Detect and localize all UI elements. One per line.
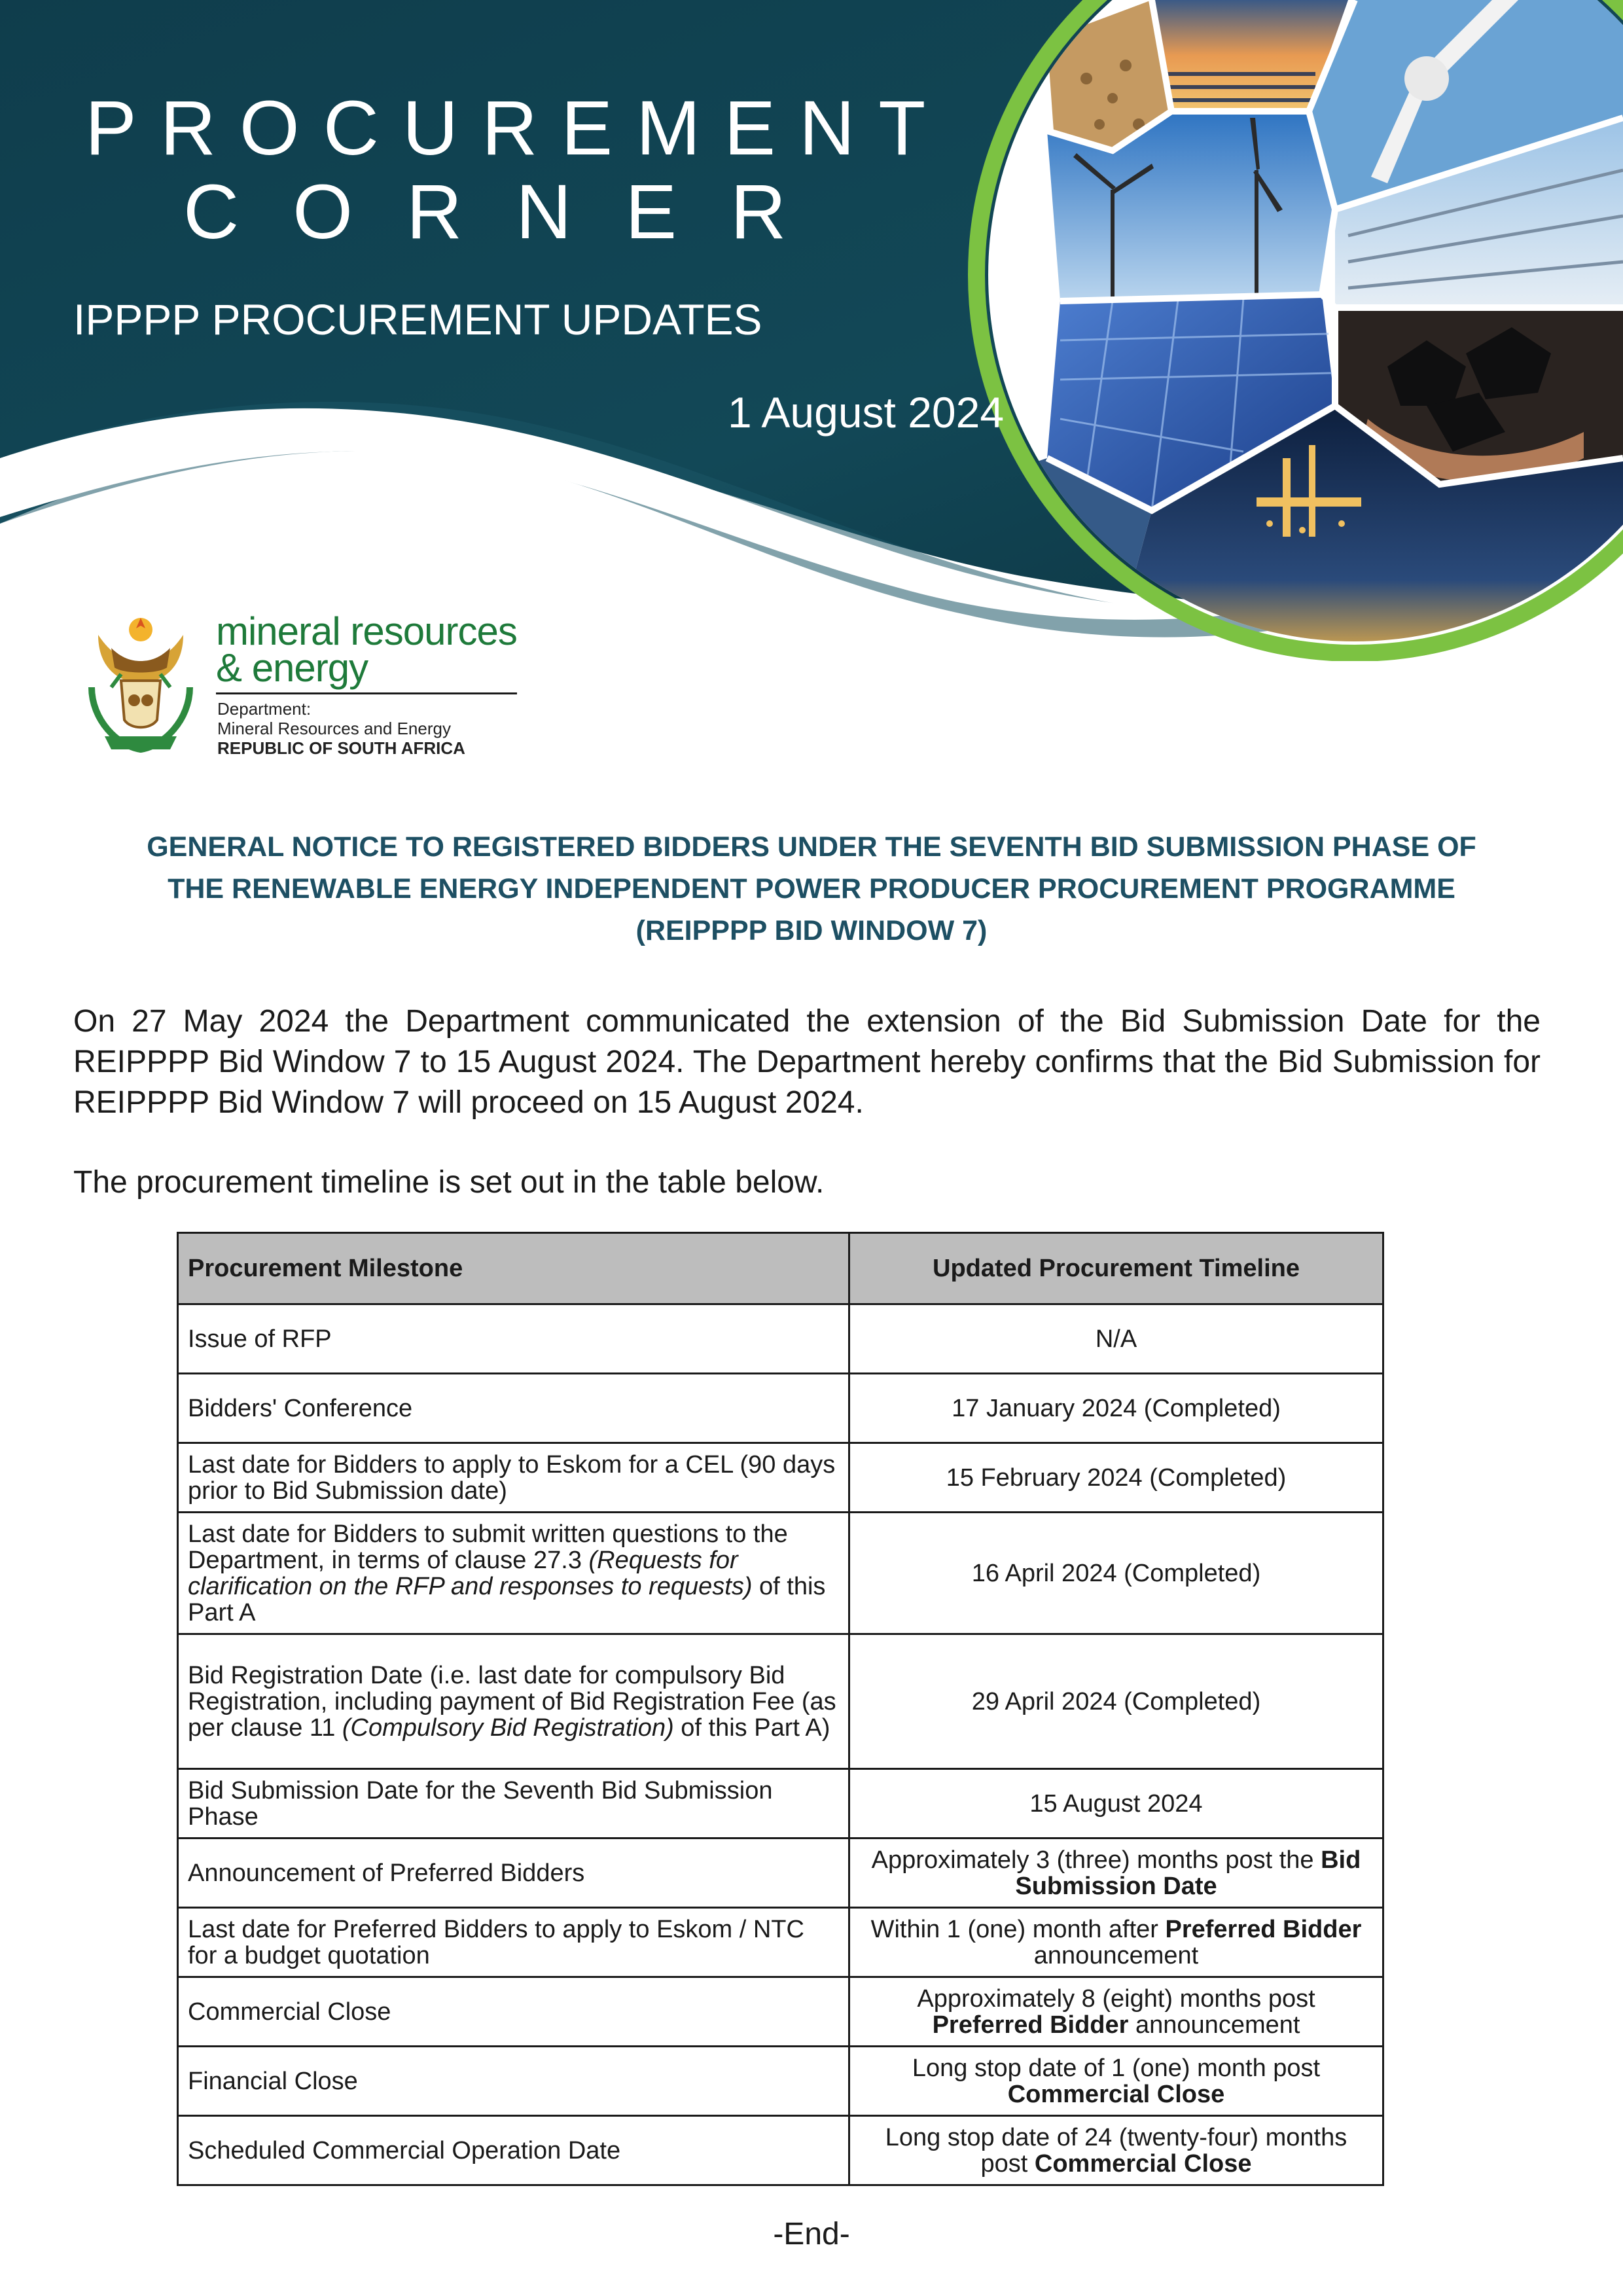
timeline-cell: [849, 1908, 1383, 1977]
table-row: [178, 1908, 1383, 1977]
milestone-cell-text: Last date for Bidders to apply to Eskom for a CEL (90 days prior to Bid Submission date): [188, 1450, 836, 1505]
logo-divider: [216, 692, 517, 694]
end-marker: -End-: [773, 2217, 850, 2251]
milestone-cell: [178, 1374, 849, 1443]
milestone-cell: [178, 1443, 849, 1513]
logo-name-line2: & energy: [216, 646, 368, 690]
milestone-cell: [178, 1908, 849, 1977]
timeline-cell-text: 15 August 2024: [1029, 1789, 1203, 1818]
title-procurement: PROCUREMENT: [85, 85, 950, 171]
timeline-cell: [849, 1443, 1383, 1513]
timeline-cell-text: 15 February 2024 (Completed): [946, 1463, 1287, 1492]
logo-dept-name: Mineral Resources and Energy: [217, 719, 451, 738]
body-paragraph-1: On 27 May 2024 the Department communicated the extension of the Bid Submission Date for the REIPPPP Bid Window 7 to 15 August 2024. The Department hereby confirms that the Bid Submission for REIPPPP Bid Window 7 will proceed on 15 August 2024.: [73, 1004, 1541, 1120]
timeline-cell: [849, 2116, 1383, 2185]
milestone-cell: [178, 2047, 849, 2116]
milestone-cell-text: Bid Registration Date (i.e. last date for compulsory Bid Registration, including payment of Bid Registration Fee (as per clause 11: [188, 1661, 836, 1742]
milestone-cell-text: of this Part A): [673, 1713, 830, 1742]
timeline-cell: [849, 1634, 1383, 1769]
timeline-cell: [849, 1769, 1383, 1839]
logo-name-line1: mineral resources: [216, 609, 517, 653]
header-date: 1 August 2024: [728, 388, 1005, 437]
coat-of-arms-icon: [85, 609, 196, 759]
table-row: [178, 2116, 1383, 2185]
timeline-cell-text: announcement: [1033, 1941, 1199, 1969]
timeline-cell-text: Preferred Bidder: [932, 2011, 1129, 2039]
timeline-cell: [849, 1513, 1383, 1634]
milestone-cell-text: Last date for Bidders to submit written questions to the Department, in terms of clause 27.3: [188, 1520, 788, 1574]
notice-heading-line3: (REIPPPP BID WINDOW 7): [635, 915, 988, 946]
milestone-cell-text: (Requests for clarification on the RFP and responses to requests): [188, 1546, 753, 1600]
table-body: [178, 1304, 1383, 2185]
timeline-cell-text: announcement: [1128, 2011, 1300, 2039]
timeline-cell-text: Within 1 (one) month after: [870, 1915, 1166, 1943]
milestone-cell-text: Financial Close: [188, 2067, 358, 2095]
milestone-cell: [178, 1839, 849, 1908]
milestone-cell-text: Last date for Preferred Bidders to apply to Eskom / NTC for a budget quotation: [188, 1915, 804, 1969]
milestone-cell: [178, 1513, 849, 1634]
milestone-cell-text: Commercial Close: [188, 1998, 391, 2026]
timeline-cell-text: Long stop date of 24 (twenty-four) months post: [885, 2123, 1347, 2178]
milestone-cell-text: of this Part A: [188, 1572, 826, 1626]
table-row: [178, 1839, 1383, 1908]
procurement-timeline-table: [177, 1232, 1384, 2186]
milestone-cell: [178, 1977, 849, 2047]
timeline-cell-text: 17 January 2024 (Completed): [952, 1394, 1281, 1422]
notice-heading-line2: THE RENEWABLE ENERGY INDEPENDENT POWER PRODUCER PROCUREMENT PROGRAMME: [168, 873, 1455, 905]
milestone-cell-text: Announcement of Preferred Bidders: [188, 1859, 585, 1887]
timeline-cell-text: 16 April 2024 (Completed): [971, 1559, 1261, 1587]
logo-dept-label: Department:: [217, 699, 312, 719]
header-subtitle: IPPPP PROCUREMENT UPDATES: [73, 295, 762, 344]
timeline-cell-text: Bid Submission Date: [1015, 1846, 1361, 1900]
timeline-cell: [849, 1839, 1383, 1908]
timeline-cell: [849, 1374, 1383, 1443]
milestone-cell-text: Bidders' Conference: [188, 1394, 413, 1422]
title-corner: CORNER: [183, 169, 840, 255]
table-row: [178, 1977, 1383, 2047]
milestone-cell: [178, 1634, 849, 1769]
table-row: [178, 1443, 1383, 1513]
table-row: [178, 1769, 1383, 1839]
timeline-cell-text: Long stop date of 1 (one) month post: [912, 2054, 1321, 2082]
notice-heading-line1: GENERAL NOTICE TO REGISTERED BIDDERS UNDER THE SEVENTH BID SUBMISSION PHASE OF: [147, 831, 1476, 863]
table-row: [178, 1634, 1383, 1769]
timeline-cell-text: Approximately 3 (three) months post the: [871, 1846, 1321, 1874]
milestone-cell-text: Scheduled Commercial Operation Date: [188, 2136, 621, 2164]
timeline-cell-text: Commercial Close: [1007, 2080, 1225, 2108]
milestone-cell: [178, 1304, 849, 1374]
timeline-cell-text: Commercial Close: [1034, 2149, 1252, 2178]
column-header-timeline: Updated Procurement Timeline: [849, 1233, 1383, 1304]
notice-heading: [65, 826, 1558, 952]
milestone-cell-text: Issue of RFP: [188, 1325, 332, 1353]
logo-country: REPUBLIC OF SOUTH AFRICA: [217, 738, 465, 758]
column-header-milestone: Procurement Milestone: [178, 1233, 849, 1304]
timeline-cell-text: 29 April 2024 (Completed): [971, 1687, 1261, 1715]
timeline-cell: [849, 1977, 1383, 2047]
milestone-cell-text: Bid Submission Date for the Seventh Bid Submission Phase: [188, 1776, 773, 1831]
table-row: [178, 1304, 1383, 1374]
milestone-cell-text: (Compulsory Bid Registration): [342, 1713, 674, 1742]
department-logo: [85, 609, 543, 759]
milestone-cell: [178, 2116, 849, 2185]
table-header-row: [178, 1233, 1383, 1304]
milestone-cell: [178, 1769, 849, 1839]
timeline-cell: [849, 2047, 1383, 2116]
timeline-cell-text: Preferred Bidder: [1165, 1915, 1362, 1943]
body-paragraph-2: The procurement timeline is set out in the table below.: [73, 1165, 825, 1200]
table-row: [178, 2047, 1383, 2116]
timeline-cell-text: N/A: [1095, 1325, 1137, 1353]
table-row: [178, 1513, 1383, 1634]
timeline-cell: [849, 1304, 1383, 1374]
timeline-cell-text: Approximately 8 (eight) months post: [917, 1984, 1315, 2013]
table-row: [178, 1374, 1383, 1443]
